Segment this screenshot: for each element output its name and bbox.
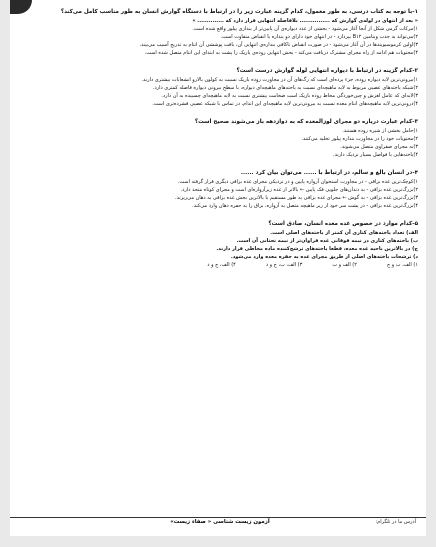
question-title: ۵-کدام موارد در خصوص غده معده انسان، صادق است؟ bbox=[268, 221, 418, 227]
question-4 bbox=[26, 169, 418, 210]
option-2: ۲)شبکه یاخته‌های عصبی مربوط به لایه ماهیچه‌ای نسبت به یاخته‌های ماهیچه‌ای دیواره، با سطح بیرونی دیواره فاصله کمتری دارد. bbox=[152, 85, 418, 91]
answer-options bbox=[26, 261, 418, 269]
question-title: ۲-کدام گزینه در ارتباط با دیواره انتهایی لوله گوارش درست است؟ bbox=[236, 68, 418, 74]
option-3: ۳)اولین کرموسیویتدها در آن آغاز می‌شود - در صورت انقباض ناکافی بنداره‌ی انتهایی آن، بافت پوششی آن انتام به تدریج آسیب می‌بیند. bbox=[139, 42, 418, 48]
telegram-address-label: آدرس ما در تلگرام: bbox=[375, 519, 416, 525]
question-title: ۴-در انسان بالغ و سالم، در ارتباط با ...... می‌توان بیان کرد ...... bbox=[240, 170, 418, 176]
footer-divider bbox=[10, 517, 426, 518]
option-1: ۱)حامل بخشی از شیره روده هستند. bbox=[342, 128, 418, 134]
question-5 bbox=[26, 220, 418, 269]
option-2: ۲)می‌تواند به جذب ویتامین B۱۲ بپردازد - در انتهای خود دارای دو بنداره با انقباض متفاوت است. bbox=[220, 34, 418, 40]
statement-b: ب) یاخته‌های کناری در نیمه فوقانی غده فراوان‌تر از نیمه تحتانی آن است. bbox=[236, 238, 418, 244]
option-3: ۳)بزرگ‌ترین غده بزاقی - به گوش ← مجرای غده بزاقی به طور مستقیم با بالاترین بخش غده بزاقی به دهان می‌ریزند. bbox=[174, 195, 418, 201]
question-2 bbox=[26, 67, 418, 108]
option-2: ۲) الف و ب bbox=[332, 262, 357, 268]
question-title: ۳-کدام عبارت درباره دو مجرای لوزالمعده که به دوازدهه باز می‌شوند صحیح است؟ bbox=[194, 119, 418, 125]
option-1: ۱)بیرونی‌ترین لایه دیواره روده، جزء پرده‌ای است که رگ‌های آن در مجاورت روده باریک نسبت به کولون بالارو انشعابات بیشتری دارند. bbox=[141, 77, 418, 83]
option-2: ۲)محتویات خود را در مجاورت بنداره پیلور تخلیه می‌کنند. bbox=[301, 136, 418, 142]
question-1 bbox=[26, 8, 418, 57]
footer-title: آزمون زیست شناسی « صفاء زیست» bbox=[170, 519, 270, 525]
option-3: ۳) الف، ب، ج و د bbox=[265, 262, 303, 268]
option-4: ۴)محتویات هم ادامه از راه مجرای مشترک دریافت می‌کند - بخش انتهایی روده‌ی باریک را پشت به ابتدای این انتام متصل شده است. bbox=[144, 50, 418, 56]
question-stem: « بعد از انتهای در لوله‌ی گوارش که ................ بلافاصله انتهایی قرار دارد که .............. » bbox=[192, 18, 418, 24]
option-1: ۱) الف، ب و ج bbox=[386, 262, 418, 268]
statement-a: الف) تعداد یاخته‌های کناری آن کمتر از یاخته‌های اصلی است. bbox=[270, 230, 418, 236]
option-4: ۴)یاخته‌هایی با فواصل بسیار نزدیک دارند. bbox=[333, 152, 418, 158]
option-3: ۳)به مجرای صفراوی متصل می‌شوند. bbox=[340, 144, 418, 150]
option-1: ۱)کوچک‌ترین غده بزاقی - در مجاورت استخوان آرواره پایین و در نزدیکی مجرای غده بزاقی دیگری قرار گرفته است. bbox=[177, 179, 418, 185]
exam-page bbox=[10, 0, 426, 536]
question-title: ۱-با توجه به کتاب درسی، به طور معمول، کدام گزینه عبارت زیر را در ارتباط با دستگاه گوارش انسان به طور مناسب کامل می‌کند؟ bbox=[60, 9, 418, 15]
option-4: ۴)بزرگ‌ترین غده بزاقی - در پشت سر خود از زیر ماهیچه متصل به آرواره، بزاق را به حفره دهان وارد می‌کند. bbox=[192, 203, 418, 209]
option-3: ۳)لایه‌ای که عامل لغزش و چین‌خوردگی مخاط روده باریک است ضخامت بیشتری نسبت به لایه ماهیچه‌ای چسبیده به آن دارد. bbox=[161, 93, 418, 99]
option-1: ۱)مرکات گرمی شکل از آنجا آغاز می‌شود - بخشی از عدد دیواره‌ی آن پایین‌تر از بندازی پیلور واقع شده است. bbox=[192, 26, 418, 32]
statement-d: د) ترشحات یاخته‌های اصلی از طریق مجرای غده به حفره معده وارد می‌شود. bbox=[230, 254, 418, 260]
option-2: ۲)بزرگ‌ترین غده بزاقی - به دندان‌های جلویی فک پایین ← بالاتر از غده زیرآرواره‌ای است و مجرای کوتاه متحد دارد. bbox=[180, 187, 418, 193]
statement-c: ج) در بالاترین ناحیه غده معده، قطعا یاخته‌های ترشح‌کننده ماده مخاطی قرار دارند. bbox=[216, 246, 418, 252]
question-3 bbox=[26, 118, 418, 159]
option-4: ۴)درونی‌ترین لایه ماهیچه‌های انتام معده نسبت به بیرونی‌ترین لایه ماهیچه‌ای این اندام، در تماس با شبکه عصبی فشرده‌تری است. bbox=[152, 101, 418, 107]
questions-container bbox=[26, 8, 418, 279]
option-4: ۴) الف، ج و د bbox=[207, 262, 236, 268]
